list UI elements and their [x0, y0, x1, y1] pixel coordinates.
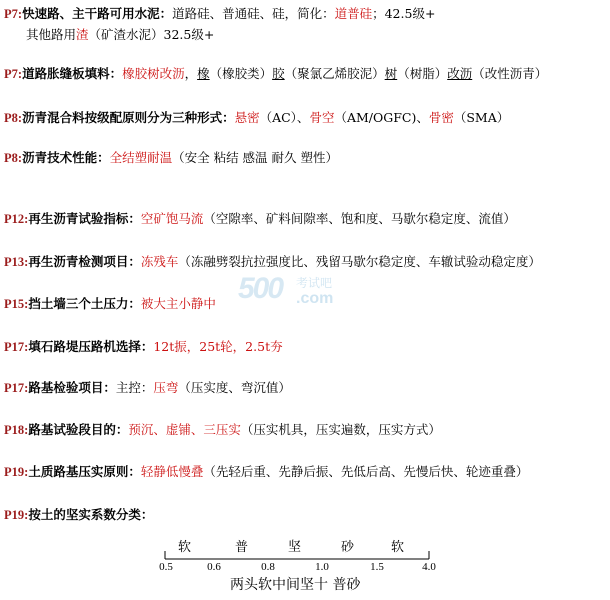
soil-scale-figure — [150, 532, 450, 598]
note-line — [4, 254, 541, 270]
scale-tick: 1.0 — [315, 561, 329, 573]
note-text: 橡 — [197, 66, 210, 81]
mnemonic-text: 渣 — [76, 27, 89, 42]
scale-tick: 0.6 — [207, 561, 221, 573]
note-text: （安全 粘结 感温 耐久 塑性） — [172, 150, 338, 165]
scale-tick: 0.5 — [159, 561, 173, 573]
note-text: ；42.5级+ — [372, 6, 436, 21]
page-ref: P17: — [4, 340, 29, 354]
note-line — [4, 339, 283, 355]
note-line — [4, 380, 291, 396]
note-heading: 再生沥青试验指标： — [28, 211, 141, 226]
watermark-com: .com — [296, 290, 334, 307]
page-ref: P12: — [4, 212, 29, 226]
note-text: （改性沥青） — [472, 66, 548, 81]
mnemonic-text: 冻残车 — [140, 254, 179, 269]
scale-label: 坚 — [287, 540, 303, 555]
watermark-number: 500 — [238, 272, 283, 305]
note-line — [4, 296, 216, 312]
page-ref: P7: — [4, 67, 23, 81]
note-text: 改沥 — [447, 66, 473, 81]
note-line — [4, 150, 338, 166]
note-text: （AM/OGFC)、 — [334, 110, 429, 125]
mnemonic-text: 骨空 — [309, 110, 335, 125]
mnemonic-text: 骨密 — [428, 110, 454, 125]
note-text: （AC）、 — [259, 110, 310, 125]
note-text: （SMA） — [453, 110, 510, 125]
mnemonic-text: 压弯 — [153, 380, 179, 395]
scale-tick: 1.5 — [370, 561, 384, 573]
note-heading: 沥青技术性能： — [22, 150, 110, 165]
scale-label: 软 — [177, 540, 193, 555]
note-text: 树 — [384, 66, 398, 81]
note-line — [4, 66, 547, 82]
note-text: （空隙率、矿料间隙率、饱和度、马歇尔稳定度、流值） — [203, 211, 516, 226]
note-text: （矿渣水泥）32.5级+ — [88, 27, 215, 42]
note-line — [4, 211, 516, 227]
note-text: （树脂） — [397, 66, 448, 81]
note-text: （压实度、弯沉值） — [178, 380, 291, 395]
note-heading: 快速路、主干路可用水泥： — [22, 6, 173, 21]
page-ref: P19: — [4, 508, 29, 522]
page-ref: P18: — [4, 423, 29, 437]
note-text: 其他路用 — [26, 27, 77, 42]
page-ref: P17: — [4, 381, 29, 395]
note-text: 主控： — [115, 380, 154, 395]
note-text: （冻融劈裂抗拉强度比、残留马歇尔稳定度、车辙试验动稳定度） — [178, 254, 541, 269]
page-ref: P8: — [4, 111, 23, 125]
scale-tick: 0.8 — [261, 561, 275, 573]
page-ref: P19: — [4, 465, 29, 479]
scale-label: 普 — [234, 540, 250, 555]
mnemonic-text: 被大主小静中 — [140, 296, 216, 311]
page-ref: P8: — [4, 151, 23, 165]
scale-label: 砂 — [340, 540, 356, 555]
scale-tick: 4.0 — [422, 561, 436, 573]
note-heading: 道路胀缝板填料： — [22, 66, 123, 81]
note-heading: 按土的坚实系数分类： — [28, 507, 154, 522]
note-heading: 土质路基压实原则： — [28, 464, 141, 479]
note-text: ， — [184, 66, 198, 81]
mnemonic-text: 橡胶树改沥 — [122, 66, 185, 81]
note-line — [4, 464, 528, 480]
note-line — [4, 110, 509, 126]
note-line — [4, 422, 441, 438]
mnemonic-text: 空矿饱马流 — [140, 211, 204, 226]
note-heading: 路基试验段目的： — [28, 422, 129, 437]
note-heading: 挡土墙三个土压力： — [28, 296, 141, 311]
scale-label: 软 — [390, 540, 406, 555]
watermark-cn: 考试吧 — [296, 276, 333, 290]
note-text: （聚氯乙烯胶泥） — [284, 66, 385, 81]
note-text: （橡胶类） — [209, 66, 273, 81]
note-text: 道路硅、普通硅、硅，简化： — [172, 6, 335, 21]
note-text: （先轻后重、先静后振、先低后高、先慢后快、轮迹重叠） — [203, 464, 529, 479]
mnemonic-text: 预沉、虚铺、三压实 — [128, 422, 241, 437]
note-heading: 沥青混合料按级配原则分为三种形式： — [22, 110, 235, 125]
note-text: （压实机具，压实遍数，压实方式） — [240, 422, 441, 437]
note-heading: 再生沥青检测项目： — [28, 254, 141, 269]
note-text: 胶 — [272, 66, 285, 81]
scale-caption: 两头软中间坚十 普砂 — [230, 577, 361, 593]
watermark-logo — [238, 270, 368, 320]
note-line — [26, 27, 214, 43]
note-line — [4, 507, 153, 523]
note-heading: 路基检验项目： — [28, 380, 116, 395]
mnemonic-text: 12t振，25t轮，2.5t夯 — [153, 339, 283, 354]
page-ref: P7: — [4, 7, 23, 21]
page-ref: P15: — [4, 297, 29, 311]
note-line — [4, 6, 435, 22]
mnemonic-text: 全结塑耐温 — [109, 150, 173, 165]
mnemonic-text: 悬密 — [234, 110, 260, 125]
mnemonic-text: 道普硅 — [334, 6, 373, 21]
mnemonic-text: 轻静低慢叠 — [140, 464, 204, 479]
page-ref: P13: — [4, 255, 29, 269]
note-heading: 填石路堤压路机选择： — [28, 339, 154, 354]
